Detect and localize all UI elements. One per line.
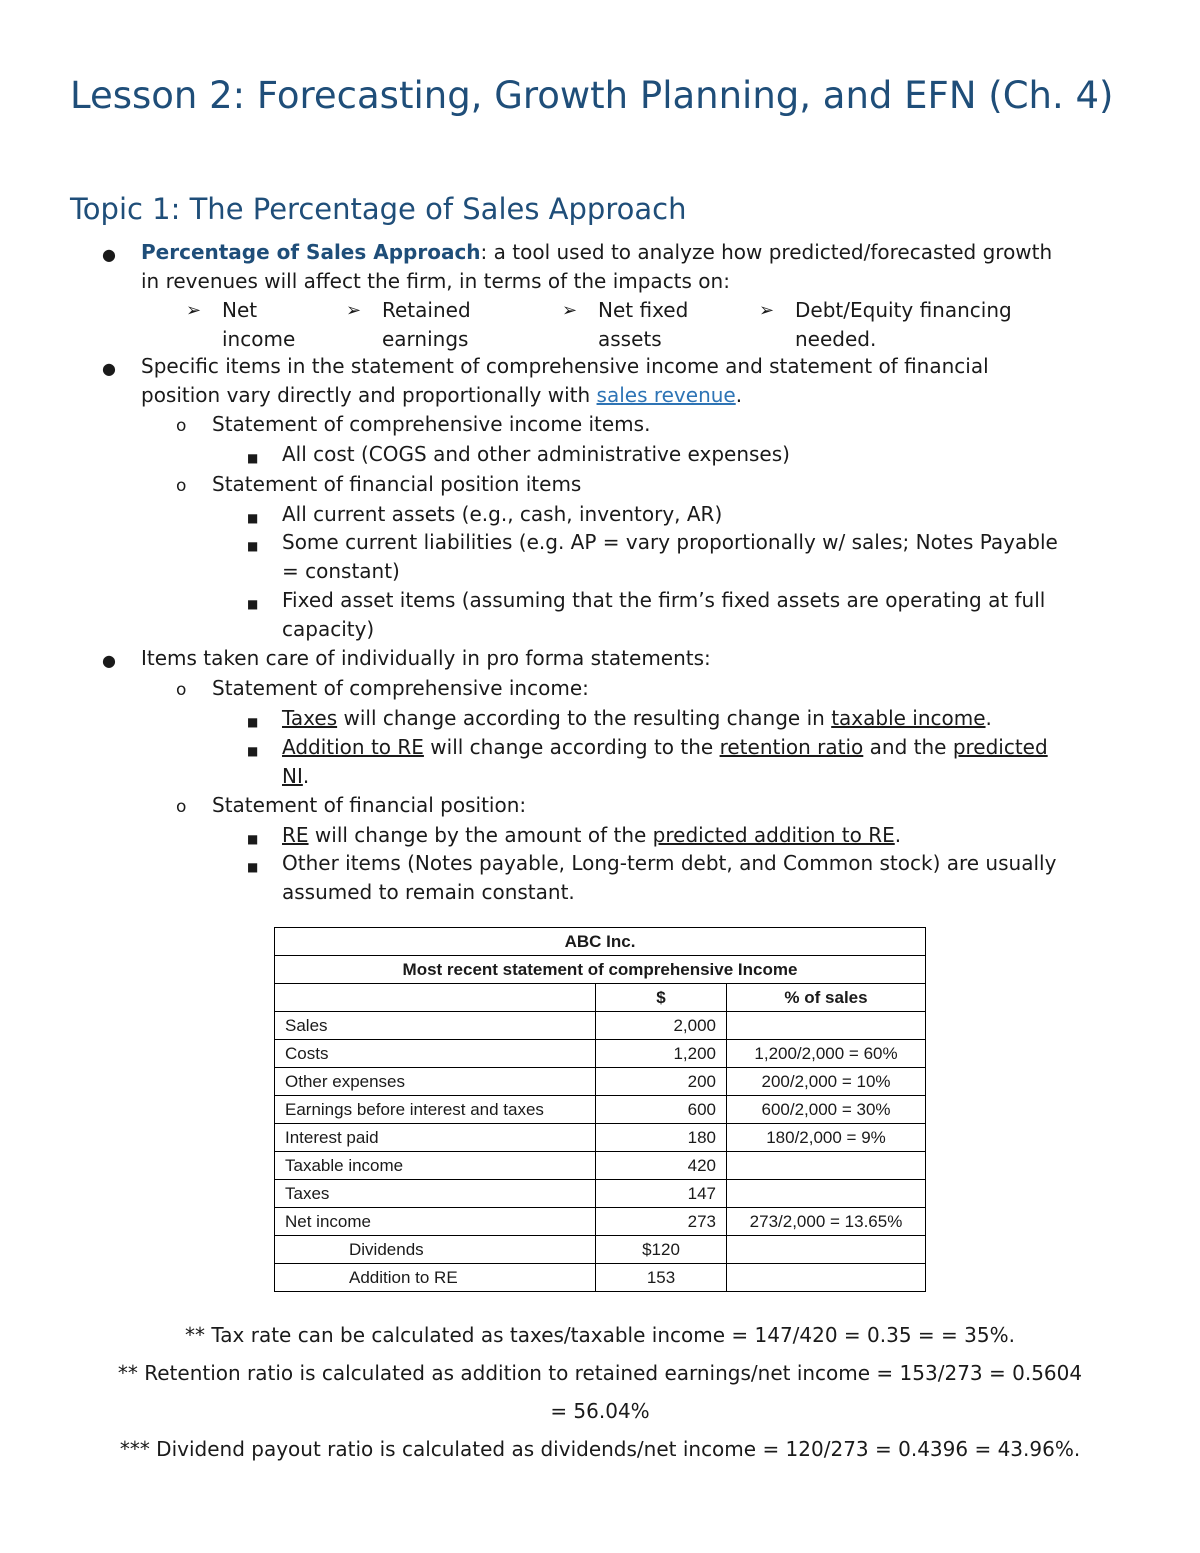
table-row: Net income 273 273/2,000 = 13.65% <box>275 1208 926 1236</box>
sub-sub-item-re: RE will change by the amount of the predicted addition to RE. <box>282 823 902 847</box>
note-tax-rate: ** Tax rate can be calculated as taxes/taxable income = 147/420 = 0.35 = = 35%. <box>185 1323 1015 1347</box>
square-bullet-icon: ■ <box>247 860 259 874</box>
sub-sub-item-other: Other items (Notes payable, Long-term debt, and Common stock) are usually <box>282 851 1057 875</box>
sub-item-position: Statement of financial position: <box>212 793 527 817</box>
table-row: Taxable income 420 <box>275 1152 926 1180</box>
sub-sub-item-addition-cont: NI. <box>282 764 310 788</box>
impact-retained-earnings: Retained earnings <box>382 298 471 351</box>
sub-sub-item-cont: capacity) <box>282 617 375 641</box>
table-row: Earnings before interest and taxes 600 600/2,000 = 30% <box>275 1096 926 1124</box>
note-retention-ratio-cont: = 56.04% <box>550 1399 650 1423</box>
table-header-blank <box>275 984 596 1012</box>
arrow-icon: ➢ <box>562 300 578 321</box>
sub-item-position-items: Statement of financial position items <box>212 472 582 496</box>
table-statement-title: Most recent statement of comprehensive Income <box>275 956 926 984</box>
sub-sub-item-cont: = constant) <box>282 559 400 583</box>
bullet3-line: Items taken care of individually in pro forma statements: <box>141 646 711 670</box>
square-bullet-icon: ■ <box>247 511 259 525</box>
sub-sub-item: Fixed asset items (assuming that the firm’s fixed assets are operating at full <box>282 588 1046 612</box>
square-bullet-icon: ■ <box>247 597 259 611</box>
table-header-pct: % of sales <box>727 984 926 1012</box>
table-row: Dividends $120 <box>275 1236 926 1264</box>
sub-sub-item-other-cont: assumed to remain constant. <box>282 880 575 904</box>
note-retention-ratio: ** Retention ratio is calculated as addition to retained earnings/net income = 153/273 = 0.5604 <box>117 1361 1083 1385</box>
term-percentage-of-sales: Percentage of Sales Approach <box>141 240 481 264</box>
bullet2-line1: Specific items in the statement of comprehensive income and statement of financial <box>141 354 989 378</box>
table-row: Sales 2,000 <box>275 1012 926 1040</box>
circle-bullet-icon: o <box>176 797 187 817</box>
square-bullet-icon: ■ <box>247 832 259 846</box>
square-bullet-icon: ■ <box>247 715 259 729</box>
sales-revenue-link[interactable]: sales revenue <box>596 383 736 407</box>
impact-financing: Debt/Equity financing needed. <box>795 298 1012 351</box>
sub-sub-item: All cost (COGS and other administrative expenses) <box>282 442 790 466</box>
income-statement-table <box>274 927 926 1292</box>
lesson-title: Lesson 2: Forecasting, Growth Planning, and EFN (Ch. 4) <box>70 74 1114 117</box>
bullet2-line2: position vary directly and proportionally with sales revenue. <box>141 383 743 407</box>
sub-item-income-items: Statement of comprehensive income items. <box>212 412 651 436</box>
bullet1-line1: Percentage of Sales Approach: a tool used to analyze how predicted/forecasted growth <box>141 240 1053 264</box>
circle-bullet-icon: o <box>176 416 187 436</box>
table-row: Other expenses 200 200/2,000 = 10% <box>275 1068 926 1096</box>
notes <box>0 1316 1200 1468</box>
bullet-icon: ● <box>102 359 116 378</box>
sub-sub-item: All current assets (e.g., cash, inventory, AR) <box>282 502 723 526</box>
table-company: ABC Inc. <box>275 928 926 956</box>
sub-sub-item-addition: Addition to RE will change according to the retention ratio and the predicted <box>282 735 1048 759</box>
table-row: Addition to RE 153 <box>275 1264 926 1292</box>
bullet1-line2: in revenues will affect the firm, in terms of the impacts on: <box>141 269 730 293</box>
table-row: Interest paid 180 180/2,000 = 9% <box>275 1124 926 1152</box>
bullet-icon: ● <box>102 651 116 670</box>
square-bullet-icon: ■ <box>247 539 259 553</box>
topic-heading: Topic 1: The Percentage of Sales Approach <box>70 192 687 226</box>
sub-sub-item: Some current liabilities (e.g. AP = vary proportionally w/ sales; Notes Payable <box>282 530 1058 554</box>
arrow-icon: ➢ <box>346 300 362 321</box>
note-payout-ratio: *** Dividend payout ratio is calculated as dividends/net income = 120/273 = 0.4396 = 43.96%. <box>119 1437 1081 1461</box>
circle-bullet-icon: o <box>176 476 187 496</box>
table-header-dollar: $ <box>596 984 727 1012</box>
square-bullet-icon: ■ <box>247 744 259 758</box>
arrow-icon: ➢ <box>186 300 202 321</box>
sub-item-income: Statement of comprehensive income: <box>212 676 589 700</box>
square-bullet-icon: ■ <box>247 451 259 465</box>
bullet-icon: ● <box>102 245 116 264</box>
table-row: Taxes 147 <box>275 1180 926 1208</box>
sub-sub-item-taxes: Taxes will change according to the resulting change in taxable income. <box>282 706 992 730</box>
impact-net-income: Net income <box>222 298 296 351</box>
impact-net-fixed-assets: Net fixed assets <box>598 298 689 351</box>
arrow-icon: ➢ <box>759 300 775 321</box>
circle-bullet-icon: o <box>176 680 187 700</box>
table-row: Costs 1,200 1,200/2,000 = 60% <box>275 1040 926 1068</box>
